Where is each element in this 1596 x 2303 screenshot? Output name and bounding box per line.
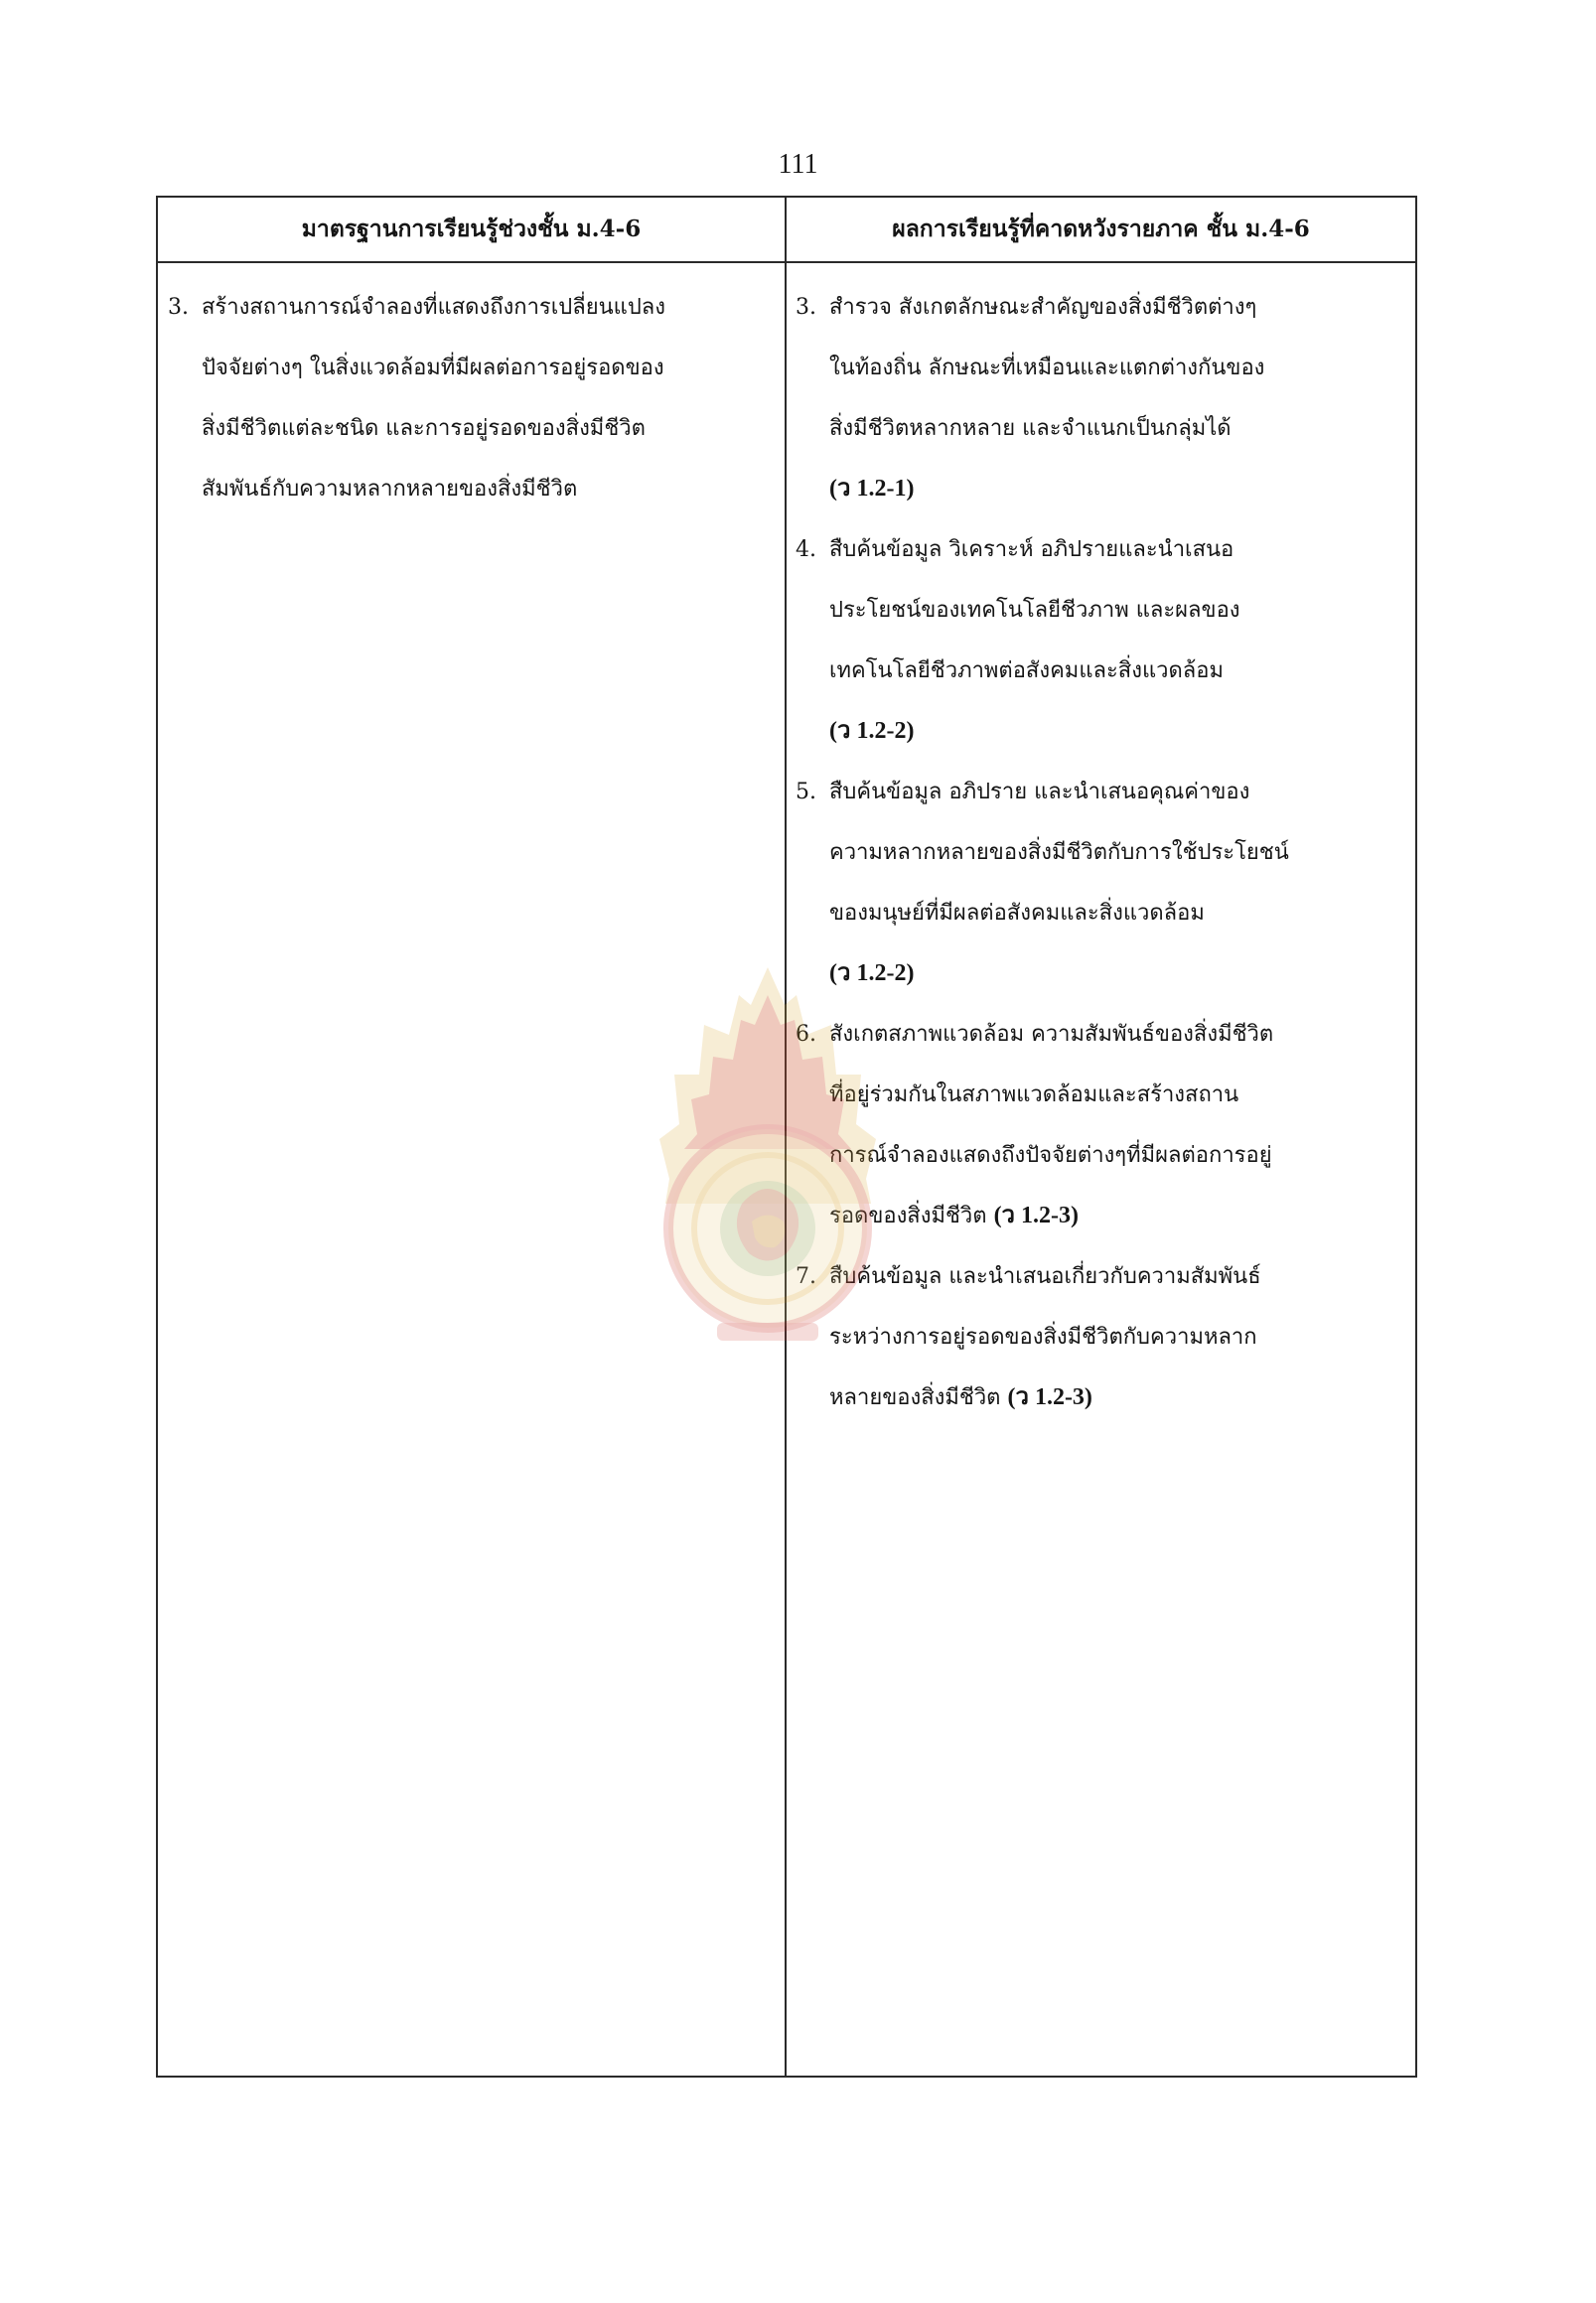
indicator-code: (ว 1.2-3)	[993, 1203, 1080, 1228]
indicator-code: (ว 1.2-2)	[829, 960, 915, 986]
item-line: สัมพันธ์กับความหลากหลายของสิ่งมีชีวิต	[202, 477, 578, 502]
item-line: ของมนุษย์ที่มีผลต่อสังคมและสิ่งแวดล้อม	[829, 901, 1205, 926]
item-line: สร้างสถานการณ์จำลองที่แสดงถึงการเปลี่ยนแปลง	[202, 295, 666, 320]
item-line: สืบค้นข้อมูล อภิปราย และนำเสนอคุณค่าของ	[829, 780, 1250, 804]
item-line: สืบค้นข้อมูล วิเคราะห์ อภิปรายและนำเสนอ	[829, 537, 1234, 562]
column-divider	[785, 198, 787, 2076]
item-line: ในท้องถิ่น ลักษณะที่เหมือนและแตกต่างกันของ	[829, 356, 1265, 380]
item-line: ความหลากหลายของสิ่งมีชีวิตกับการใช้ประโยชน์	[829, 840, 1289, 865]
outcome-item	[796, 1246, 1411, 1428]
outcome-item	[796, 1004, 1411, 1246]
item-line: ประโยชน์ของเทคโนโลยีชีวภาพ และผลของ	[829, 598, 1240, 623]
item-line: สืบค้นข้อมูล และนำเสนอเกี่ยวกับความสัมพันธ์	[829, 1264, 1261, 1289]
item-line: สิ่งมีชีวิตหลากหลาย และจำแนกเป็นกลุ่มได้	[829, 416, 1232, 441]
item-line: สำรวจ สังเกตลักษณะสำคัญของสิ่งมีชีวิตต่างๆ	[829, 295, 1257, 320]
indicator-code: (ว 1.2-2)	[829, 718, 915, 744]
standards-column	[168, 277, 779, 519]
item-number: 3.	[796, 295, 816, 320]
item-line: สังเกตสภาพแวดล้อม ความสัมพันธ์ของสิ่งมีชีวิต	[829, 1022, 1274, 1047]
outcome-item	[796, 277, 1411, 519]
item-line-text: หลายของสิ่งมีชีวิต	[829, 1385, 1001, 1410]
header-expected-outcomes: ผลการเรียนรู้ที่คาดหวังรายภาค ชั้น ม.4-6	[892, 216, 1310, 242]
item-line-with-code	[829, 1367, 1411, 1428]
page-number: 111	[778, 149, 818, 180]
learning-standards-table	[156, 196, 1417, 2078]
indicator-code: (ว 1.2-1)	[829, 476, 915, 502]
outcome-item	[796, 519, 1411, 762]
item-line: ที่อยู่ร่วมกันในสภาพแวดล้อมและสร้างสถาน	[829, 1082, 1239, 1107]
item-line: ระหว่างการอยู่รอดของสิ่งมีชีวิตกับความหลาก	[829, 1325, 1257, 1350]
item-line-text: รอดของสิ่งมีชีวิต	[829, 1204, 987, 1228]
item-number: 6.	[796, 1022, 816, 1047]
item-number: 7.	[796, 1264, 816, 1289]
item-number: 4.	[796, 537, 816, 562]
standard-item	[168, 277, 779, 519]
item-line-with-code	[829, 1186, 1411, 1246]
item-number: 5.	[796, 780, 816, 804]
outcome-item	[796, 762, 1411, 1004]
indicator-code: (ว 1.2-3)	[1007, 1384, 1092, 1410]
item-line: ปัจจัยต่างๆ ในสิ่งแวดล้อมที่มีผลต่อการอยู่รอดของ	[202, 356, 664, 380]
item-line: สิ่งมีชีวิตแต่ละชนิด และการอยู่รอดของสิ่งมีชีวิต	[202, 416, 646, 441]
item-number: 3.	[168, 295, 189, 320]
header-learning-standard: มาตรฐานการเรียนรู้ช่วงชั้น ม.4-6	[301, 216, 642, 242]
outcomes-column	[796, 277, 1411, 1428]
item-line: เทคโนโลยีชีวภาพต่อสังคมและสิ่งแวดล้อม	[829, 658, 1224, 683]
table-header-row	[158, 198, 1415, 263]
item-line: การณ์จำลองแสดงถึงปัจจัยต่างๆที่มีผลต่อการอยู่	[829, 1143, 1272, 1168]
